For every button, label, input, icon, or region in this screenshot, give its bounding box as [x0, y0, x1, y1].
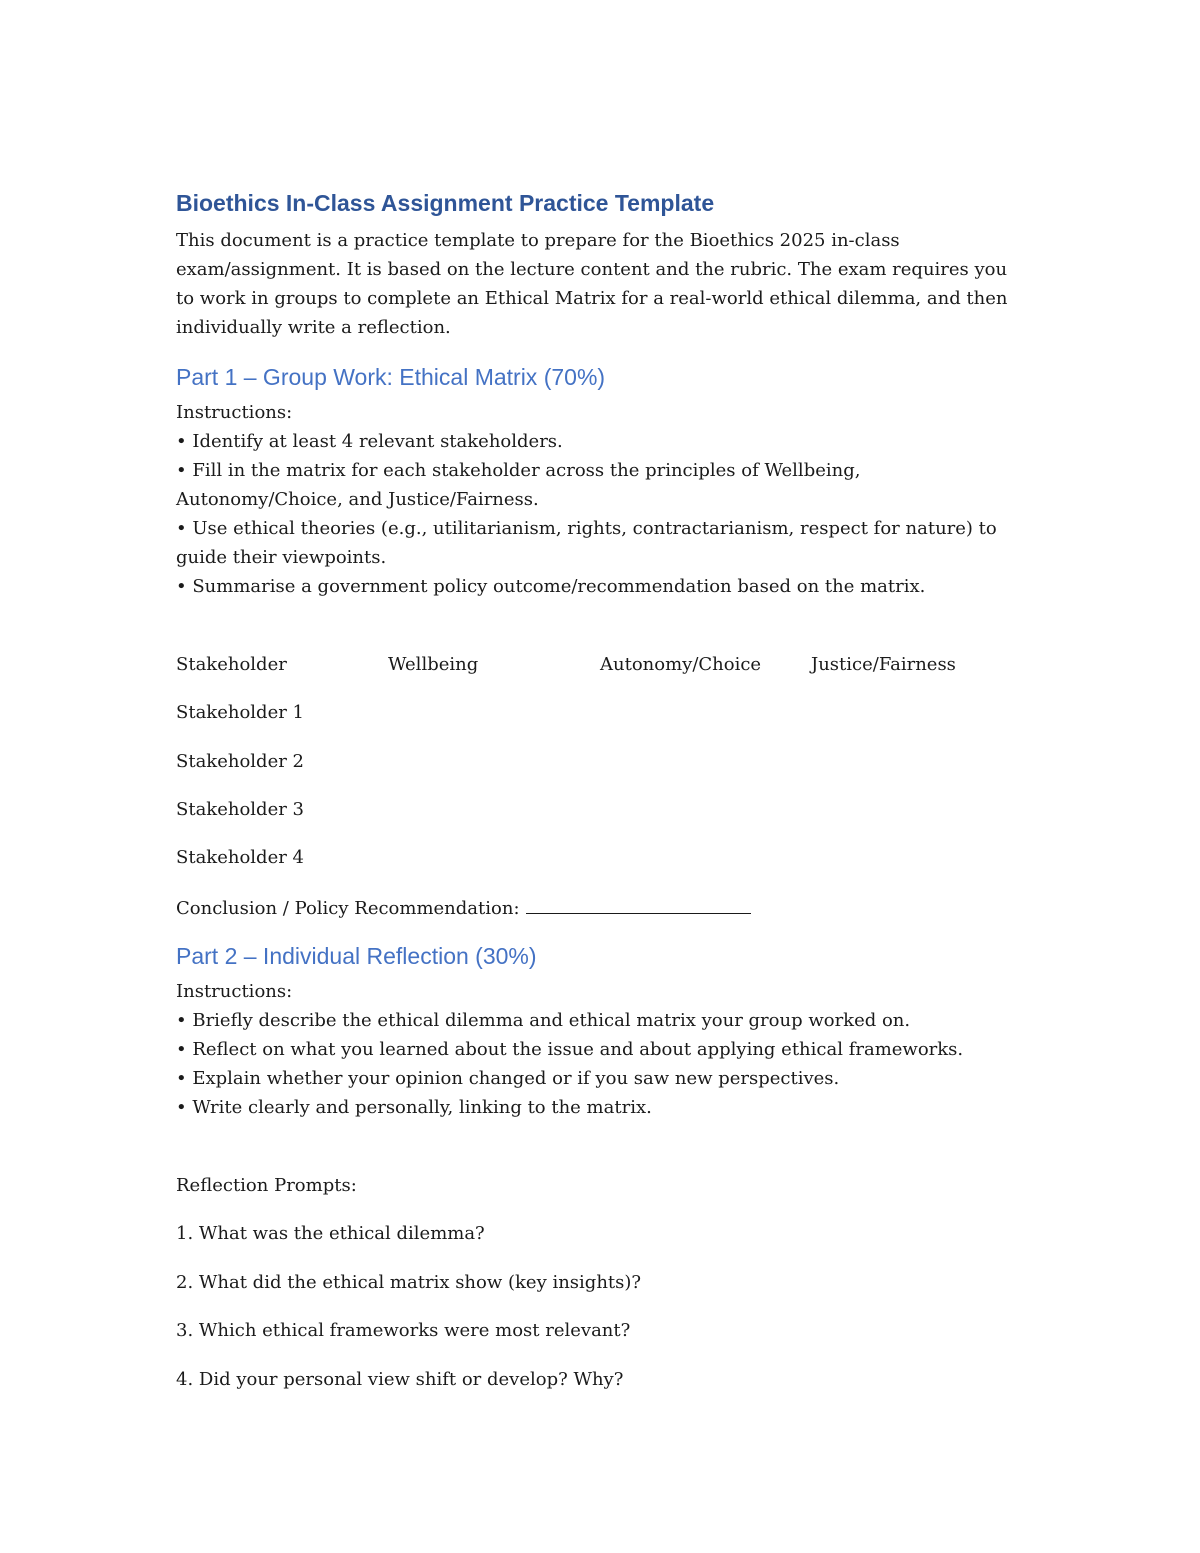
reflection-prompts-label: Reflection Prompts: — [176, 1175, 357, 1196]
reflection-prompt: 3. Which ethical frameworks were most relevant? — [176, 1320, 631, 1341]
part1-bullet: • Summarise a government policy outcome/recommendation based on the matrix. — [176, 576, 926, 597]
reflection-prompt: 4. Did your personal view shift or develop? Why? — [176, 1369, 624, 1390]
matrix-stakeholder-row: Stakeholder 1 — [176, 702, 304, 723]
matrix-column-header: Stakeholder — [176, 654, 287, 675]
part1-bullet: • Identify at least 4 relevant stakeholders. — [176, 431, 563, 452]
part2-instructions-label: Instructions: — [176, 981, 293, 1002]
part1-bullet: Autonomy/Choice, and Justice/Fairness. — [176, 489, 539, 510]
part1-heading: Part 1 – Group Work: Ethical Matrix (70%) — [176, 364, 606, 390]
matrix-stakeholder-row: Stakeholder 3 — [176, 799, 304, 820]
reflection-prompt: 2. What did the ethical matrix show (key insights)? — [176, 1272, 642, 1293]
conclusion-line — [176, 893, 751, 923]
matrix-stakeholder-row: Stakeholder 2 — [176, 751, 304, 772]
part1-instructions-label: Instructions: — [176, 402, 293, 423]
part2-bullet: • Reflect on what you learned about the issue and about applying ethical frameworks. — [176, 1039, 964, 1060]
reflection-prompt: 1. What was the ethical dilemma? — [176, 1223, 485, 1244]
conclusion-blank-field[interactable] — [526, 893, 751, 914]
conclusion-label: Conclusion / Policy Recommendation: — [176, 898, 520, 919]
document-title: Bioethics In-Class Assignment Practice Template — [176, 190, 715, 216]
intro-paragraph: This document is a practice template to prepare for the Bioethics 2025 in-class exam/assignment. It is based on the lecture content and the rubric. The exam requires you to work in groups to complete an Ethical Matrix for a real-world ethical dilemma, and then individually write a reflection. — [176, 230, 1008, 338]
part1-bullet: • Use ethical theories (e.g., utilitarianism, rights, contractarianism, respect for nature) to — [176, 518, 997, 539]
matrix-column-header: Justice/Fairness — [811, 654, 956, 675]
part2-bullet: • Briefly describe the ethical dilemma and ethical matrix your group worked on. — [176, 1010, 911, 1031]
part2-heading: Part 2 – Individual Reflection (30%) — [176, 943, 537, 969]
part2-bullet: • Explain whether your opinion changed or if you saw new perspectives. — [176, 1068, 840, 1089]
part1-bullet: • Fill in the matrix for each stakeholder across the principles of Wellbeing, — [176, 460, 861, 481]
matrix-stakeholder-row: Stakeholder 4 — [176, 847, 304, 868]
matrix-column-header: Wellbeing — [388, 654, 479, 675]
part2-bullet: • Write clearly and personally, linking to the matrix. — [176, 1097, 652, 1118]
part1-bullet: guide their viewpoints. — [176, 547, 387, 568]
matrix-column-header: Autonomy/Choice — [600, 654, 762, 675]
